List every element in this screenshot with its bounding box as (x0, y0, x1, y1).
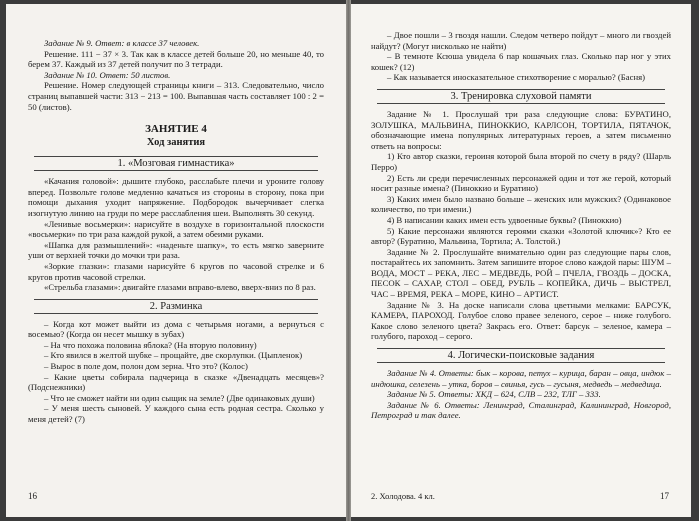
solution-9: Решение. 111 − 37 × 3. Так как в классе детей больше 20, но меньше 40, то берем 37. Каждый из 37 детей получит по 3 тетради. (28, 48, 324, 70)
section-heading-1: 1. «Мозговая гимнастика» (28, 156, 324, 171)
task-1-q5: 5) Какие персонажи являются героями сказки «Золотой ключик»? Кто ее автор? (Буратино, Мальвина, Тортила; А. Толстой.) (371, 225, 671, 247)
exercise-1: «Качания головой»: дышите глубоко, расслабьте плечи и уроните голову вперед. Позвольте голове медленно качаться из стороны в сторону, пока при помощи дыхания уходит напряжение. Подбородок вычерчивает слегка изогнутую линию на груди по мере расслабления шеи. Выполнять 30 секунд. (28, 176, 324, 218)
exercise-2: «Ленивые восьмерки»: нарисуйте в воздухе в горизонтальной плоскости «восьмерки» по три раза каждой рукой, а затем обеими руками. (28, 218, 324, 240)
task-3: Задание № 3. На доске написали слова цветными мелками: БАРСУК, КАМЕРА, ПАРОХОД. Голубое слово правее зеленого, серое – ниже голубого. Какое слово зеленого цвета? Закрась его. Ответ: барсук – зеленое, камера – голубого, пароход – серого. (371, 299, 671, 342)
task-2: Задание № 2. Прослушайте внимательно один раз следующие пары слов, постарайтесь их запомнить. Затем запишите второе слово каждой пары: ШУМ – ВОДА, МОСТ – РЕКА, ЛЕС – МЕДВЕДЬ, РОЙ – ПЧЕЛА, ГВОЗДЬ – ДОСКА, ПЕСОК – САХАР, СТОЛ – ОБЕД, РУБЛЬ – КОПЕЙКА, ДИЧЬ – ВЫСТРЕЛ, ЧАС – ВРЕМЯ, РЕКА – МОРЕ, КИНО – АРТИСТ. (371, 246, 671, 300)
section-heading-2: 2. Разминка (28, 299, 324, 314)
riddle-2: – На что похожа половина яблока? (На вторую половину) (44, 339, 257, 350)
left-page-content (28, 38, 324, 425)
section-heading-3: 3. Тренировка слуховой памяти (371, 89, 671, 104)
section-heading-4: 4. Логически-поисковые задания (371, 348, 671, 363)
task-6: Задание № 6. Ответы: Ленинград, Сталинград, Калининград, Новгород, Петроград и так далее. (371, 399, 671, 421)
task-1-q1: 1) Кто автор сказки, героиня которой была второй по счету в ряду? (Шарль Перро) (371, 151, 671, 172)
lesson-subtitle: Ход занятия (146, 137, 206, 149)
task-1: Задание № 1. Прослушай три раза следующие слова: БУРАТИНО, ЗОЛУШКА, МАЛЬВИНА, ПИНОККИО, КАРЛСОН, ТОРТИЛА, ПЯТАЧОК, обозначающие имена популярных литературных героев, а затем письменно ответь на вопросы: (371, 108, 671, 151)
exercise-4: «Зоркие глазки»: глазами нарисуйте 6 кругов по часовой стрелке и 6 кругов против часовой стрелки. (28, 260, 324, 282)
riddle-1: – Когда кот может выйти из дома с четырьмя ногами, а вернуться с восемью? (Когда он несет мышку в зубах) (28, 318, 324, 340)
solution-10: Решение. Номер следующей страницы книги – 313. Следовательно, число страниц выпавшей части: 313 − 213 = 100. Выпавшая часть составляет 100 : 2 = 50 (листов). (28, 80, 324, 112)
task-1-q2: 2) Есть ли среди перечисленных персонажей один и тот же герой, который носит разные имена? (Пиноккио и Буратино) (371, 172, 671, 194)
riddle-10: – Как называется иносказательное стихотворение с моралью? (Басня) (387, 72, 645, 83)
task-1-q4: 4) В написании каких имен есть удвоенные буквы? (Пиноккио) (387, 214, 622, 225)
riddle-5: – Какие цветы собирала падчерица в сказке «Двенадцать месяцев»? (Подснежники) (28, 371, 324, 393)
answer-9: Задание № 9. Ответ: в классе 37 человек. (44, 38, 200, 48)
riddle-4: – Вырос в поле дом, полон дом зерна. Что это? (Колос) (44, 361, 248, 372)
left-page (6, 4, 346, 517)
right-page-content (371, 30, 671, 421)
lesson-title: ЗАНЯТИЕ 4 (145, 123, 207, 136)
right-page (351, 4, 691, 517)
riddle-9: – В темноте Ксюша увидела 6 пар кошачьих глаз. Сколько пар ног у этих кошек? (12) (371, 51, 671, 72)
riddle-7: – У меня шесть сыновей. У каждого сына есть родная сестра. Сколько у меня детей? (7) (28, 403, 324, 425)
exercise-3: «Шапка для размышлений»: «наденьте шапку», то есть мягко заверните уши от верхней точки до мочки три раза. (28, 239, 324, 261)
signature-footer: 2. Холодова. 4 кл. (371, 491, 435, 501)
exercise-5: «Стрельба глазами»: двигайте глазами вправо-влево, вверх-вниз по 8 раз. (44, 282, 316, 293)
riddle-3: – Кто явился в желтой шубке – прощайте, две скорлупки. (Цыпленок) (44, 350, 303, 361)
task-4: Задание № 4. Ответы: бык – корова, петух – курица, баран – овца, индюк – индюшка, селезень – утка, боров – свинья, гусь – гусыня, медведь – медведица. (371, 368, 671, 389)
answer-10: Задание № 10. Ответ: 50 листов. (44, 69, 171, 80)
riddle-8: – Двое пошли – 3 гвоздя нашли. Следом четверо пойдут – много ли гвоздей найдут? (Могут нисколько не найти) (371, 30, 671, 51)
task-5: Задание № 5. Ответы: ХКД – 624, СЛВ – 232, ТЛГ – 333. (387, 389, 601, 400)
riddle-6: – Что не сможет найти ни один сыщик на земле? (Две одинаковых души) (44, 392, 315, 403)
left-page-number: 16 (28, 491, 37, 501)
task-1-q3: 3) Каких имен было названо больше – женских или мужских? (Одинаковое количество, по три имени.) (371, 193, 671, 215)
right-page-number: 17 (660, 491, 669, 501)
